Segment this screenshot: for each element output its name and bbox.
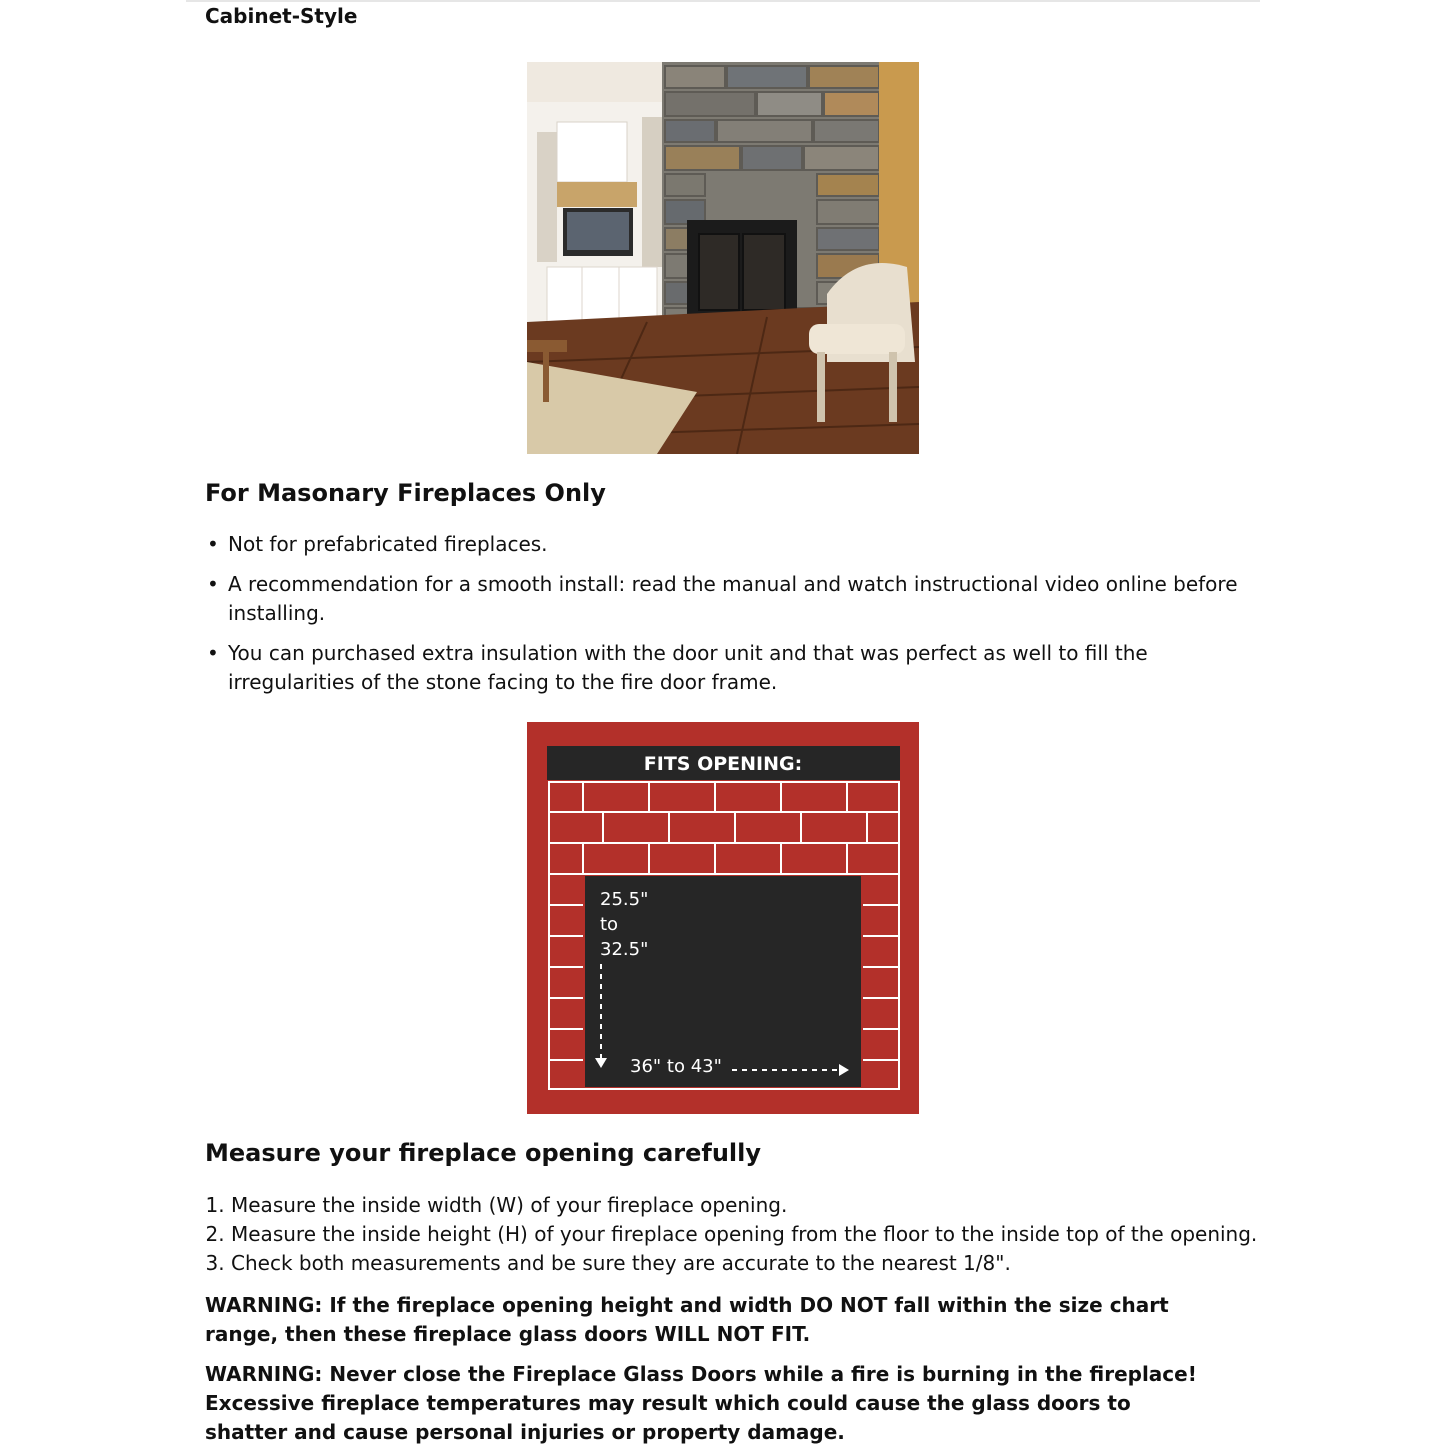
room-illustration — [527, 62, 919, 454]
list-item: 2. Measure the inside height (H) of your fireplace opening from the floor to the inside top of the opening. — [231, 1220, 1271, 1249]
measure-steps-list — [205, 1191, 1271, 1278]
fits-opening-diagram — [527, 722, 919, 1114]
size-diagram-svg — [527, 722, 919, 1114]
measure-heading: Measure your fireplace opening carefully — [205, 1139, 762, 1167]
width-range-label: 36" to 43" — [630, 1056, 722, 1077]
warning-size-text: WARNING: If the fireplace opening height and width DO NOT fall within the size chart range, then these fireplace glass doors WILL NOT FIT. — [205, 1293, 1169, 1346]
fireplace-room-photo — [527, 62, 919, 454]
masonry-bullet-list — [205, 530, 1248, 708]
height-max-label: 32.5" — [600, 939, 649, 960]
list-item: 3. Check both measurements and be sure they are accurate to the nearest 1/8". — [231, 1249, 1271, 1278]
list-item: • Not for prefabricated fireplaces. — [228, 530, 1248, 559]
height-to-label: to — [600, 914, 619, 935]
height-min-label: 25.5" — [600, 889, 649, 910]
section-subtitle: Cabinet-Style — [205, 4, 358, 28]
warning-fire-text: WARNING: Never close the Fireplace Glass Doors while a fire is burning in the fireplace! Excessive fireplace temperatures may result which could cause the glass doors to shatter and cause personal injuries or property damage. — [205, 1362, 1197, 1444]
masonry-heading: For Masonary Fireplaces Only — [205, 479, 606, 507]
list-item: 1. Measure the inside width (W) of your fireplace opening. — [231, 1191, 1271, 1220]
banner-text: FITS OPENING: — [643, 753, 803, 775]
list-item: • You can purchased extra insulation with the door unit and that was perfect as well to fill the irregularities of the stone facing to the fire door frame. — [228, 639, 1248, 697]
list-item: • A recommendation for a smooth install: read the manual and watch instructional video online before installing. — [228, 570, 1248, 628]
top-divider — [186, 0, 1260, 2]
